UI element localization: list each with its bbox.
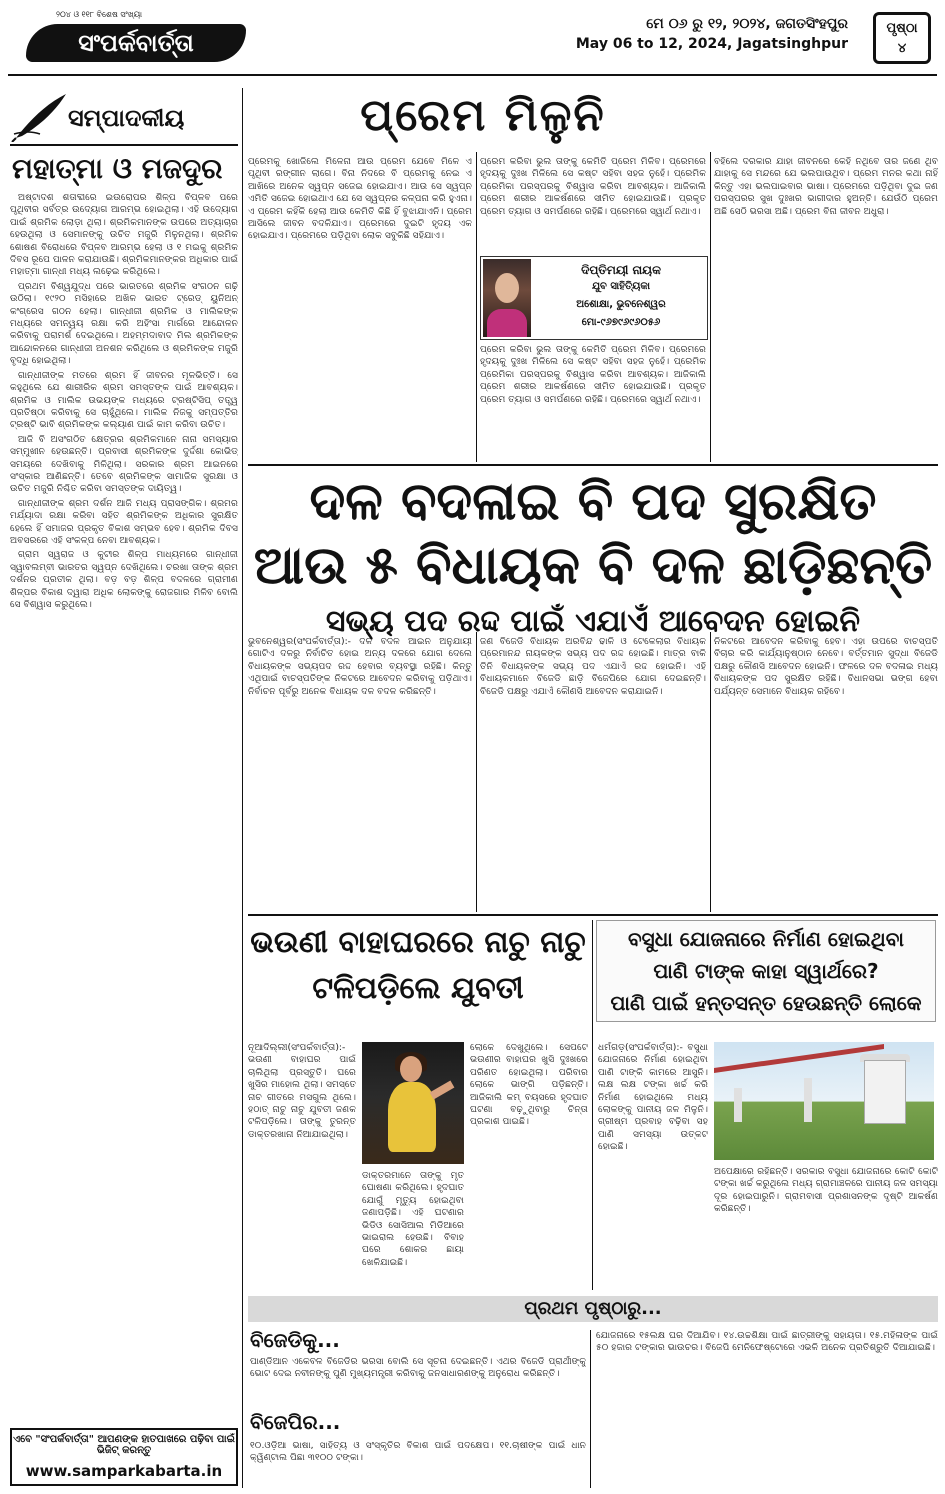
manifesto-continued-text: ଯୋଜନାରେ ୧୫ଲକ୍ଷ ଘର ଦିଆଯିବ। ୧୪.ଉଚ୍ଚଶିକ୍ଷା ପାଇଁ ଛାତ୍ରୀଙ୍କୁ ସହାୟତା। ୧୫.ମହିଳାଙ୍କ ପାଇଁ ୫୦ ହଜାର ଟଙ୍କାର ଭାଉଚର। ବିଜେପି ମେନିଫେଷ୍ଟୋରେ ଏଭଳି ଅନେକ ପ୍ରତିଶ୍ରୁତି ଦିଆଯାଇଛି। xyxy=(596,1330,938,1354)
love-article-col3: ବହିଲେ ଦରକାର ଯାହା ଜୀବନରେ କେହି ନଥିବେ ତାର ଜଣେ ଥିବ ଯାହାକୁ ସେ ମନ୍ଦରେ ଯେ ଭଲପାଉଥିବ। ପ୍ରେମ ମନର କଥା ନାହିଁ କିନ୍ତୁ ଏହା ଭଲପାଇବାର ଭାଷା। ପ୍ରେମରେ ପଡ଼ିଥିବା ଦୁଇ ଜଣ ପରସ୍ପରର ସୁଖ ଦୁଃଖର ଭାଗୀଦାର ହୁଅନ୍ତି। ଯେଉଁଠି ପ୍ରେମ ଅଛି ସେଠି ଭରସା ଅଛି। ପ୍ରେମ ବିନା ଜୀବନ ଅଧୁରା। xyxy=(714,156,938,217)
main-news-col2: ଜଣ ବିଜେଡି ବିଧାୟକ ଅରବିନ୍ଦ ଢାଳି ଓ ଟେକେଲାର ବିଧାୟକ ପ୍ରେମାନନ୍ଦ ନାୟକଙ୍କ ସଭ୍ୟ ପଦ ରଦ୍ଦ ହୋଇଛି। ମାତ୍ର ବାକି ତିନି ବିଧାୟକଙ୍କ ସଭ୍ୟ ପଦ ଏଯାଏଁ ରଦ୍ଦ ହୋଇନି। ଏହି ବିଧାୟକମାନେ ବିଜେଡି ଛାଡ଼ି ବିଜେପିରେ ଯୋଗ ଦେଇଛନ୍ତି। ବିଜେଡି ପକ୍ଷରୁ ଏଯାଏଁ କୌଣସି ଆବେଦନ କରାଯାଇନି। xyxy=(480,636,706,697)
column-divider xyxy=(592,920,593,1290)
dance-article-headline: ଭଉଣୀ ବାହାଘରରେ ନାଚୁ ନାଚୁ ଟଳିପଡ଼ିଲେ ଯୁବତୀ xyxy=(250,925,586,1006)
editorial-paragraph: ଅଷ୍ଟାଦଶ ଶତାବ୍ଦୀରେ ଇଉରୋପର ଶିଳ୍ପ ବିପ୍ଳବ ପରେ ପୃଥିବୀର ସର୍ବତ୍ର ଉଦ୍ୟୋଗ ଆରମ୍ଭ ହୋଇଥିଲା। ଏହି ଉଦ୍ୟୋଗ ପାଇଁ ଶ୍ରମିକ ଲୋଡ଼ା ଥିଲା। ଶ୍ରମିକମାନଙ୍କ ଉପରେ ଅତ୍ୟାଚାର ହେଉଥିଲା ଓ ସେମାନଙ୍କୁ ଉଚିତ ମଜୁରି ମିଳୁନଥିଲା। ଶ୍ରମିକ ଶୋଷଣ ବିରୋଧରେ ବିପ୍ଳବ ଆରମ୍ଭ ହେଲା ଓ ୧ ମଇକୁ ଶ୍ରମିକ ଦିବସ ରୂପେ ପାଳନ କରାଯାଉଛି। ଶ୍ରମିକମାନଙ୍କର ଅଧିକାର ପାଇଁ ମହାତ୍ମା ଗାନ୍ଧୀ ମଧ୍ୟ ଲଢ଼େଇ କରିଥିଲେ। xyxy=(10,192,238,278)
dance-article-col1: ନୂଆଦିଲ୍ଲୀ(ସଂପର୍କବାର୍ତ୍ତା):- ଭଉଣୀ ବାହାଘର ପାଇଁ ଚାଲିଥିଲା ପ୍ରସ୍ତୁତି। ଘରେ ଖୁସିର ମାହୋଲ ଥିଲା। ସମସ୍ତେ ନାଚ ଗୀତରେ ମସଗୁଲ ଥିଲେ। ହଠାତ୍ ନାଚୁ ନାଚୁ ଯୁବତୀ ଜଣକ ଟଳିପଡ଼ିଲେ। ତାଙ୍କୁ ତୁରନ୍ତ ଡାକ୍ତରଖାନା ନିଆଯାଇଥିଲା। xyxy=(248,1042,356,1140)
water-tank-headline-1: ବସୁଧା ଯୋଜନାରେ ନିର୍ମାଣ ହୋଇଥିବା xyxy=(628,927,904,951)
editorial-paragraph: ଗ୍ରାମ ସ୍ୱରାଜ ଓ କୁଟୀର ଶିଳ୍ପ ମାଧ୍ୟମରେ ଗାନ୍ଧୀଜୀ ସ୍ୱାବଲମ୍ବୀ ଭାରତର ସ୍ୱପ୍ନ ଦେଖିଥିଲେ। ଚରଖା ତାଙ୍କ ଶ୍ରମ ଦର୍ଶନର ପ୍ରତୀକ ଥିଲା। ବଡ଼ ବଡ଼ ଶିଳ୍ପ ବଦଳରେ ଗ୍ରାମୀଣ ଶିଳ୍ପର ବିକାଶ ଦ୍ୱାରା ଅଧିକ ଲୋକଙ୍କୁ ରୋଜଗାର ମିଳିବ ବୋଲି ସେ ବିଶ୍ୱାସ କରୁଥିଲେ। xyxy=(10,549,238,610)
author-byline xyxy=(480,256,708,340)
website-url[interactable]: www.samparkabarta.in xyxy=(25,1462,223,1480)
editorial-paragraph: ଗାନ୍ଧୀଜୀଙ୍କ ମତରେ ଶ୍ରମ ହିଁ ଜୀବନର ମୂଳଭିତ୍ତି। ସେ କହୁଥିଲେ ଯେ ଶାରୀରିକ ଶ୍ରମ ସମସ୍ତଙ୍କ ପାଇଁ ଆବଶ୍ୟକ। ଶ୍ରମିକ ଓ ମାଲିକ ଉଭୟଙ୍କ ମଧ୍ୟରେ ଟ୍ରଷ୍ଟିସିପ୍ ତତ୍ତ୍ୱ ପ୍ରତିଷ୍ଠା କରିବାକୁ ସେ ଚାହୁଁଥିଲେ। ମାଲିକ ନିଜକୁ ସମ୍ପତ୍ତିର ଟ୍ରଷ୍ଟି ଭାବି ଶ୍ରମିକଙ୍କ କଲ୍ୟାଣ ପାଇଁ କାମ କରିବା ଉଚିତ। xyxy=(10,369,238,431)
water-tank-col2: ଅପେକ୍ଷାରେ ରହିଛନ୍ତି। ସରକାର ବସୁଧା ଯୋଜନାରେ କୋଟି କୋଟି ଟଙ୍କା ଖର୍ଚ୍ଚ କରୁଥିଲେ ମଧ୍ୟ ଗ୍ରାମାଞ୍ଚଳରେ ପାନୀୟ ଜଳ ସମସ୍ୟା ଦୂର ହୋଇପାରୁନି। ଗ୍ରାମବାସୀ ପ୍ରଶାସନଙ୍କ ଦୃଷ୍ଟି ଆକର୍ଷଣ କରିଛନ୍ତି। xyxy=(714,1166,938,1215)
editorial-header xyxy=(10,90,238,142)
editorial-rule xyxy=(10,144,238,146)
page-label: ପୃଷ୍ଠା xyxy=(886,21,918,36)
dancer-photo xyxy=(362,1042,464,1164)
section-rule xyxy=(248,464,938,466)
author-place: ଅଶୋକ୍ଷା, ଭୁବନେଶ୍ୱର xyxy=(576,299,666,310)
bjp-continued-text: ୧୦.ଓଡ଼ିଆ ଭାଷା, ସାହିତ୍ୟ ଓ ସଂସ୍କୃତିର ବିକାଶ ପାଇଁ ପଦକ୍ଷେପ। ୧୧.ଚାଷୀଙ୍କ ପାଇଁ ଧାନ କ୍ୱିଣ୍ଟାଲ ପିଛା ୩୧୦୦ ଟଙ୍କା। xyxy=(250,1440,586,1464)
dancer-arm xyxy=(430,1081,455,1100)
headline-line-2: ଆଉ ୫ ବିଧାୟକ ବି ଦଳ ଛାଡ଼ିଛନ୍ତି xyxy=(253,536,933,596)
author-shirt xyxy=(487,309,527,337)
water-tank-headline-2: ପାଣି ଟାଙ୍କ କାହା ସ୍ୱାର୍ଥରେ? xyxy=(653,959,879,983)
headline-subdeck: ସଭ୍ୟ ପଦ ରଦ୍ଦ ପାଇଁ ଏଯାଏଁ ଆବେଦନ ହୋଇନି xyxy=(325,604,861,639)
bjp-continued-label: ବିଜେପିର... xyxy=(250,1410,341,1434)
author-phone: ମୋ-୯୬୭୯୬୯୬୦୫୬ xyxy=(581,317,661,328)
column-divider xyxy=(476,632,477,912)
love-article-title: ପ୍ରେମ ମିଳୁନି xyxy=(360,90,606,141)
tank-pillar xyxy=(804,1078,812,1122)
section-rule xyxy=(248,914,938,916)
page-number-badge xyxy=(873,12,931,64)
author-photo xyxy=(483,259,531,337)
date-odia: ମେ ୦୬ ରୁ ୧୨, ୨୦୨୪, ଜଗତସିଂହପୁର xyxy=(646,16,848,32)
author-face xyxy=(495,273,519,303)
love-article-col2b: ପ୍ରେମ କରିବା ଭୁଲ ତାଙ୍କୁ କେମିତି ପ୍ରେମ ମିଳିବ। ପ୍ରେମରେ ହୃଦୟକୁ ଦୁଃଖ ମିଳିଲେ ସେ କଷ୍ଟ ସହିବା ସହଜ ନୁହେଁ। ପ୍ରେମିକ ପ୍ରେମିକା ପରସ୍ପରକୁ ବିଶ୍ୱାସ କରିବା ଆବଶ୍ୟକ। ଆଜିକାଲି ପ୍ରେମ ଶରୀର ଆକର୍ଷଣରେ ସୀମିତ ହୋଇଯାଉଛି। ପ୍ରକୃତ ପ୍ରେମ ତ୍ୟାଗ ଓ ସମର୍ପଣରେ ରହିଛି। ପ୍ରେମରେ ସ୍ୱାର୍ଥ ନଥାଏ। xyxy=(480,344,706,405)
editorial-paragraph: ଗାନ୍ଧୀଜୀଙ୍କ ଶ୍ରମ ଦର୍ଶନ ଆଜି ମଧ୍ୟ ପ୍ରାସଙ୍ଗିକ। ଶ୍ରମର ମର୍ଯ୍ୟାଦା ରକ୍ଷା କରିବା ସହିତ ଶ୍ରମିକଙ୍କ ଅଧିକାର ସୁରକ୍ଷିତ ହେଲେ ହିଁ ସମାଜର ପ୍ରକୃତ ବିକାଶ ସମ୍ଭବ ହେବ। ଶ୍ରମିକ ଦିବସ ଅବସରରେ ଏହି ସଂକଳ୍ପ ନେବା ଆବଶ୍ୟକ। xyxy=(10,497,238,546)
headline-line-1: ଦଳ ବଦଳାଇ ବି ପଦ ସୁରକ୍ଷିତ xyxy=(309,472,877,532)
dancer-head xyxy=(400,1056,422,1082)
bjd-continued-text: ପାଣ୍ଡିଆନ ଏକେବଳ ବିଜେଡିର ଭରସା ବୋଲି ସେ ସୂଚନା ଦେଇଛନ୍ତି। ଏଥର ବିଜେଡି ପ୍ରାର୍ଥୀଙ୍କୁ ଭୋଟ ଦେଇ ନବୀନଙ୍କୁ ପୁଣି ମୁଖ୍ୟମନ୍ତ୍ରୀ କରିବାକୁ ଜନସାଧାରଣଙ୍କୁ ଅନୁରୋଧ କରିଛନ୍ତି। xyxy=(250,1356,586,1380)
website-promo-text: ଏବେ "ସଂପର୍କବାର୍ତ୍ତା" ଆପଣଙ୍କ ହାତପାଖରେ ପଢ଼ିବା ପାଇଁ ଭିଜିଟ୍ କରନ୍ତୁ xyxy=(13,1434,235,1456)
main-news-col1: ଭୁବନେଶ୍ୱର(ସଂପର୍କବାର୍ତ୍ତା):- ଦଳ ବଦଳ ଆଇନ ଅନୁଯାୟୀ ଗୋଟିଏ ଦଳରୁ ନିର୍ବାଚିତ ହୋଇ ଅନ୍ୟ ଦଳରେ ଯୋଗ ଦେଲେ ବିଧାୟକଙ୍କ ସଭ୍ୟପଦ ରଦ୍ଦ ହେବାର ବ୍ୟବସ୍ଥା ରହିଛି। କିନ୍ତୁ ଏଥିପାଇଁ ବାଚସ୍ପତିଙ୍କ ନିକଟରେ ଆବେଦନ କରିବାକୁ ପଡ଼ିଥାଏ। ନିର୍ବାଚନ ପୂର୍ବରୁ ଅନେକ ବିଧାୟକ ଦଳ ବଦଳ କରିଛନ୍ତି। xyxy=(248,636,472,697)
editorial-body xyxy=(10,192,238,1422)
masthead xyxy=(8,8,937,76)
tank-pillar xyxy=(734,1088,742,1122)
date-english: May 06 to 12, 2024, Jagatsinghpur xyxy=(575,36,848,52)
column-divider xyxy=(476,152,477,462)
column-divider xyxy=(710,632,711,912)
love-article-col2: ପ୍ରେମ କରିବା ଭୁଲ ତାଙ୍କୁ କେମିତି ପ୍ରେମ ମିଳିବ। ପ୍ରେମରେ ହୃଦୟକୁ ଦୁଃଖ ମିଳିଲେ ସେ କଷ୍ଟ ସହିବା ସହଜ ନୁହେଁ। ପ୍ରେମିକ ପ୍ରେମିକା ପରସ୍ପରକୁ ବିଶ୍ୱାସ କରିବା ଆବଶ୍ୟକ। ଆଜିକାଲି ପ୍ରେମ ଶରୀର ଆକର୍ଷଣରେ ସୀମିତ ହୋଇଯାଉଛି। ପ୍ରକୃତ ପ୍ରେମ ତ୍ୟାଗ ଓ ସମର୍ପଣରେ ରହିଛି। ପ୍ରେମରେ ସ୍ୱାର୍ଥ ନଥାଏ। xyxy=(480,156,706,217)
dance-article-col2: ଡାକ୍ତରମାନେ ତାଙ୍କୁ ମୃତ ଘୋଷଣା କରିଥିଲେ। ହୃଦଘାତ ଯୋଗୁଁ ମୃତ୍ୟୁ ହୋଇଥିବା ଜଣାପଡ଼ିଛି। ଏହି ଘଟଣାର ଭିଡିଓ ସୋସିଆଲ ମିଡିଆରେ ଭାଇରାଲ ହେଉଛି। ବିବାହ ଘରେ ଶୋକର ଛାୟା ଖେଳିଯାଇଛି। xyxy=(362,1170,464,1268)
editorial-paragraph: ଆଜି ବି ଅସଂଗଠିତ କ୍ଷେତ୍ରର ଶ୍ରମିକମାନେ ନାନା ସମସ୍ୟାର ସମ୍ମୁଖୀନ ହେଉଛନ୍ତି। ପ୍ରବାସୀ ଶ୍ରମିକଙ୍କ ଦୁର୍ଦ୍ଦଶା କୋଭିଡ୍ ସମୟରେ ଦେଖିବାକୁ ମିଳିଥିଲା। ସରକାର ଶ୍ରମ ଆଇନରେ ସଂସ୍କାର ଆଣିଛନ୍ତି। ତେବେ ଶ୍ରମିକଙ୍କ ସାମାଜିକ ସୁରକ୍ଷା ଓ ଉଚିତ ମଜୁରି ନିଶ୍ଚିତ କରିବା ସମସ୍ତଙ୍କ ଦାୟିତ୍ୱ। xyxy=(10,433,238,495)
editorial-headline: ମହାତ୍ମା ଓ ମଜଦୁର xyxy=(12,152,223,185)
love-article-col1: ପ୍ରେମକୁ ଖୋଜିଲେ ମିଳେନା ଆଉ ପ୍ରେମ ଯେବେ ମିଳେ ଏ ପୃଥିବୀ ରଙ୍ଗୀନ ଲାଗେ। ବିନା ନିଦରେ ବି ପ୍ରେମକୁ ନେଇ ଏ ଆଖିରେ ଅନେକ ସ୍ୱପ୍ନ ସଜେଇ ହୋଇଯାଏ। ଆଉ ସେ ସ୍ୱପ୍ନ ଏମିତି ସଜେଇ ହୋଇଥାଏ ଯେ ସେ ସ୍ୱପ୍ନର କଳ୍ପନା କରି ହୁଏନା। ଏ ପ୍ରେମ କହିଁକି ହେଲା ଆଉ କେମିତି କିଛି ହିଁ ବୁଝାଯାଏନି। ପ୍ରେମ ଆସିଲେ ଜୀବନ ବଦଳିଯାଏ। ପ୍ରେମରେ ଦୁଇଟି ହୃଦୟ ଏକ ହୋଇଯାଏ। ପ୍ରେମରେ ପଡ଼ିଥିବା ଲୋକ ସବୁକିଛି ସହିଯାଏ। xyxy=(248,156,472,242)
website-promo-box[interactable] xyxy=(10,1428,238,1486)
column-divider xyxy=(242,88,243,1488)
column-divider xyxy=(590,1330,591,1488)
bjd-continued-label: ବିଜେଡିକୁ... xyxy=(250,1328,340,1352)
dateline xyxy=(478,16,848,60)
editorial-paragraph: ପ୍ରଥମ ବିଶ୍ୱଯୁଦ୍ଧ ପରେ ଭାରତରେ ଶ୍ରମିକ ସଂଗଠନ ଗଢ଼ି ଉଠିଲା। ୧୯୨୦ ମସିହାରେ ଅଖିଳ ଭାରତ ଟ୍ରେଡ୍ ୟୁନିଅନ୍ କଂଗ୍ରେସ ଗଠନ ହେଲା। ଗାନ୍ଧୀଜୀ ଶ୍ରମିକ ଓ ମାଲିକଙ୍କ ମଧ୍ୟରେ ସମନ୍ୱୟ ରକ୍ଷା କରି ଅହିଂସା ମାର୍ଗରେ ଆନ୍ଦୋଳନ କରିବାକୁ ପରାମର୍ଶ ଦେଇଥିଲେ। ଅହମ୍ମଦାବାଦ ମିଲ ଶ୍ରମିକଙ୍କ ଆନ୍ଦୋଳନରେ ଗାନ୍ଧୀଜୀ ଅନଶନ କରିଥିଲେ ଓ ଶ୍ରମିକଙ୍କ ମଜୁରି ବୃଦ୍ଧି ହୋଇଥିଲା। xyxy=(10,280,238,367)
page-number: ୪ xyxy=(897,41,907,56)
editorial-title: ସମ୍ପାଦକୀୟ xyxy=(68,104,185,132)
newspaper-logo[interactable] xyxy=(16,8,256,70)
logo-wordmark: ସଂପର୍କବାର୍ତ୍ତା xyxy=(26,24,246,62)
dance-article-col3: ଲୋକେ ଦେଖୁଥିଲେ। ସେପଟେ ଭଉଣୀର ବାହାଘର ଖୁସି ଦୁଃଖରେ ପରିଣତ ହୋଇଥିଲା। ପରିବାର ଲୋକେ ଭାଙ୍ଗି ପଡ଼ିଛନ୍ତି। ଆଜିକାଲି କମ୍ ବୟସରେ ହୃଦଘାତ ଘଟଣା ବଢ଼ୁଥିବାରୁ ଚିନ୍ତା ପ୍ରକାଶ ପାଇଛି। xyxy=(470,1042,588,1128)
column-divider xyxy=(710,152,711,462)
main-news-col3: ନିକଟରେ ଆବେଦନ କରିବାକୁ ହେବ। ଏହା ଉପରେ ବାଚସ୍ପତି ବିଚାର କରି କାର୍ଯ୍ୟାନୁଷ୍ଠାନ ନେବେ। ବର୍ତ୍ତମାନ ସୁଦ୍ଧା ବିଜେଡି ପକ୍ଷରୁ କୌଣସି ଆବେଦନ ହୋଇନି। ଫଳରେ ଦଳ ବଦଳାଇ ମଧ୍ୟ ବିଧାୟକଙ୍କ ପଦ ସୁରକ୍ଷିତ ରହିଛି। ବିଧାନସଭା ଭଙ୍ଗ ହେବା ପର୍ଯ୍ୟନ୍ତ ସେମାନେ ବିଧାୟକ ରହିବେ। xyxy=(714,636,938,697)
author-role: ଯୁବ ସାହିତ୍ୟିକା xyxy=(591,281,651,292)
tank-body xyxy=(864,1060,906,1124)
water-tank-photo xyxy=(714,1042,934,1160)
water-tank-col1: ଧର୍ମଗଡ଼(ସଂପର୍କବାର୍ତ୍ତା):- ବସୁଧା ଯୋଜନାରେ ନିର୍ମାଣ ହୋଇଥିବା ପାଣି ଟାଙ୍କି କାମରେ ଆସୁନି। ଲକ୍ଷ ଲକ୍ଷ ଟଙ୍କା ଖର୍ଚ୍ଚ କରି ନିର୍ମାଣ ହୋଇଥିଲେ ମଧ୍ୟ ଲୋକଙ୍କୁ ପାନୀୟ ଜଳ ମିଳୁନି। ଗ୍ରୀଷ୍ମ ପ୍ରବାହ ବଢ଼ିବା ସହ ପାଣି ସମସ୍ୟା ଉତ୍କଟ ହୋଇଛି। xyxy=(598,1042,708,1153)
logo-tagline: ୨୦୪ ଓ ୧୧୮ ବିଶେଷ ସଂଖ୍ୟା xyxy=(56,10,143,19)
continued-from-front-bar: ପ୍ରଥମ ପୃଷ୍ଠାରୁ... xyxy=(248,1296,938,1322)
main-headline xyxy=(248,470,938,642)
water-tank-headline xyxy=(596,920,936,1022)
quill-pen-icon xyxy=(10,90,70,142)
water-tank-headline-3: ପାଣି ପାଇଁ ହନ୍ତସନ୍ତ ହେଉଛନ୍ତି ଲୋକେ xyxy=(610,991,922,1015)
author-name: ଦିପ୍ତିମୟୀ ନାୟକ xyxy=(581,263,661,277)
